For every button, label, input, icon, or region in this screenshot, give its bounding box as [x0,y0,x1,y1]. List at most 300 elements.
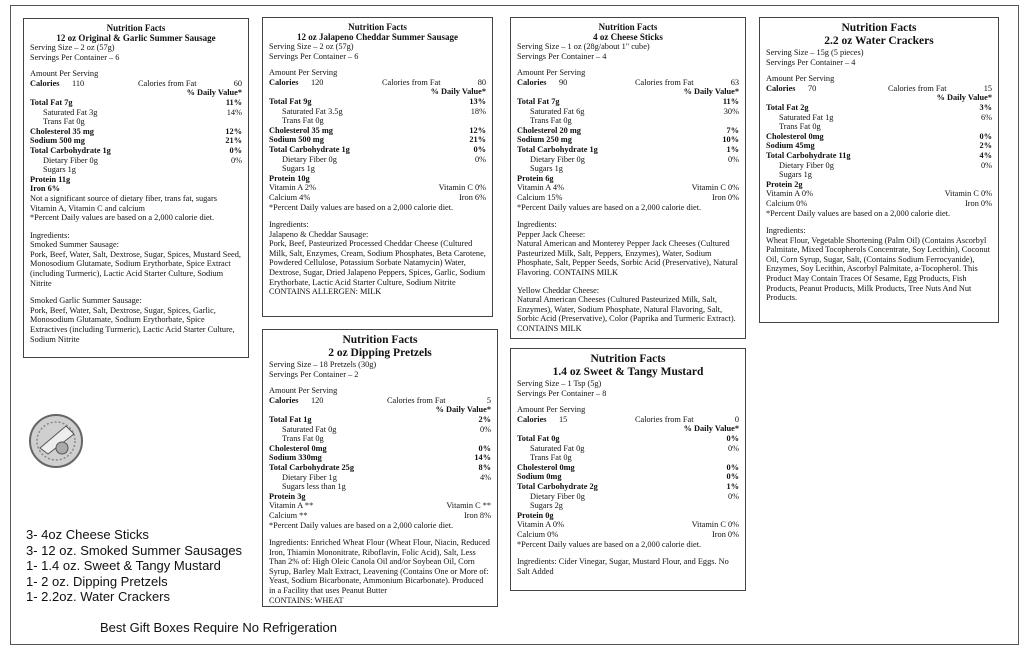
panel-header [269,22,486,42]
ingredients-text: Ingredients: [269,220,309,230]
nutrient-dv: 0% [473,144,486,154]
vitamin-row [269,193,486,203]
calories-label: Calories [766,83,796,93]
calories-value: 120 [311,395,324,405]
nutrient-row [766,151,992,161]
vitamin-left: Vitamin A 4% [517,183,564,193]
spacer [30,62,242,69]
vitamin-left: Calcium 15% [517,192,563,202]
nutrient-label: Saturated Fat 0g [282,424,337,434]
nutrient-row [517,434,739,444]
nutrient-label: Sodium 45mg [766,141,815,151]
calories-label: Calories [269,395,299,405]
servings-per-container: Servings Per Container – 6 [269,51,359,61]
panel-water-crackers [759,17,999,323]
vitamin-right: Iron 0% [712,529,739,539]
nutrient-row [517,174,739,184]
amount-per-serving: Amount Per Serving [269,386,338,396]
amount-per-serving: Amount Per Serving [766,74,835,84]
nutrient-label: Total Carbohydrate 1g [517,144,598,154]
calories-value: 120 [311,77,324,87]
panel-subtitle: 4 oz Cheese Sticks [593,32,663,42]
panel-title: Nutrition Facts [841,22,917,34]
ingredients-text: Smoked Summer Sausage: [30,240,119,250]
ingredients-text: Ingredients: Cider Vinegar, Sugar, Mustard Flour, and Eggs. No Salt Added [517,557,729,576]
calories-fat-label: Calories from Fat [635,414,694,424]
nutrient-label: Saturated Fat 1g [779,112,834,122]
vitamin-left: Vitamin A 0% [766,189,813,199]
calories-row [269,78,486,88]
daily-value-header: % Daily Value* [435,405,491,415]
serving-size: Serving Size – 1 oz (28g/about 1" cube) [517,42,650,51]
nutrient-row [30,98,242,108]
footnote: *Percent Daily values are based on a 2,000 calorie diet. [517,202,702,212]
spacer [30,223,242,231]
spacer [517,278,739,286]
panel-mustard [510,348,746,591]
calories-fat-value: 63 [730,77,739,87]
nutrient-dv: 13% [469,96,486,106]
nutrient-row [517,482,739,492]
ingredients-text: Jalapeno & Cheddar Sausage: [269,229,369,239]
nutrient-row [30,127,242,137]
spacer [269,212,486,220]
ingredients-text: Ingredients: [517,220,557,230]
nutrient-label: Total Carbohydrate 2g [517,481,598,491]
nutrient-row [517,97,739,107]
nutrient-dv: 12% [225,126,242,136]
vitamin-row [269,501,491,511]
nutrient-row [269,126,486,136]
nutrient-dv: 10% [722,135,739,145]
servings-per-container: Servings Per Container – 6 [30,52,120,62]
vitamin-row [517,193,739,203]
nutrient-row [269,444,491,454]
panel-summer-sausage [23,18,249,358]
footnote: *Percent Daily values are based on a 2,000 calorie diet. [766,208,951,218]
nutrient-dv: 2% [979,141,992,151]
nutrient-label: Sodium 500 mg [30,136,85,146]
nutrient-dv: 21% [225,136,242,146]
footer-note: Best Gift Boxes Require No Refrigeration [100,620,337,635]
spacer [517,398,739,405]
nutrient-row [269,434,491,444]
serving-size: Serving Size – 15g (5 pieces) [766,48,864,57]
nutrient-row [766,180,992,190]
panel-header [517,22,739,42]
nutrient-label: Protein 10g [269,173,310,183]
nutrient-label: Dietary Fiber 0g [779,160,834,170]
serving-size: Serving Size – 2 oz (57g) [30,43,115,52]
calories-label: Calories [269,77,299,87]
vitamin-row [269,511,491,521]
ingredients-text: Ingredients: [30,230,70,240]
vitamin-left: Vitamin A ** [269,501,314,511]
nutrient-row [517,501,739,511]
nutrient-dv: 6% [980,112,992,122]
nutrient-label: Sugars 2g [530,501,563,511]
nutrient-label: Dietary Fiber 0g [530,491,585,501]
nutrient-row [269,164,486,174]
vitamin-right: Vitamin C 0% [691,520,739,530]
nutrient-label: Dietary Fiber 0g [282,154,337,164]
nutrient-row [30,165,242,175]
calories-row [30,79,242,89]
calories-row [766,84,992,94]
ingredients-text: Pork, Beef, Pasteurized Processed Cheddar Cheese (Cultured Milk, Salt, Enzymes, Cream, Sodium Phosphates, Beta Carotene, Powdered Cellulose, Potassium Sorbate Natamycin) Water, Dextrose, Sugar, Dried Jalapeno Peppers, Spices, Garlic, Sodium Erythorbate, Lactic Acid Starter Culture, Sodium Nitrite CONTAINS ALLERGEN: MILK [269,239,486,297]
nutrient-row [517,492,739,502]
nutrient-dv: 0% [229,145,242,155]
nutrient-row [517,511,739,521]
spacer [269,61,486,68]
panel-cheese-sticks [510,17,746,339]
nutrient-label: Cholesterol 0mg [766,131,824,141]
nutrient-label: Sugars 1g [43,165,76,175]
ingredients-text: CONTAINS: WHEAT [269,595,344,605]
panel-title: Nutrition Facts [342,334,418,346]
nutrient-dv: 4% [979,150,992,160]
panel-header [766,22,992,48]
spacer [517,61,739,68]
nutrient-row [269,155,486,165]
nutrient-row [269,473,491,483]
nutrient-row [517,107,739,117]
nutrient-row [269,415,491,425]
nutrient-label: Total Carbohydrate 11g [766,150,851,160]
nutrient-label: Cholesterol 20 mg [517,125,581,135]
panel-subtitle: 1.4 oz Sweet & Tangy Mustard [552,366,704,378]
footnote: *Percent Daily values are based on a 2,000 calorie diet. [269,202,454,212]
calories-value: 15 [559,414,568,424]
nutrient-dv: 12% [469,125,486,135]
nutrient-row [517,135,739,145]
vitamin-row [517,520,739,530]
nutrient-row [30,146,242,156]
nutrient-label: Total Carbohydrate 1g [269,144,350,154]
nutrient-label: Iron 6% [30,184,61,194]
nutrient-dv: 1% [726,144,739,154]
vitamin-right: Iron 8% [464,510,491,520]
calories-fat-label: Calories from Fat [635,77,694,87]
daily-value-header: % Daily Value* [936,93,992,103]
vitamin-left: Vitamin A 2% [269,183,316,193]
ingredients-text: Wheat Flour, Vegetable Shortening (Palm Oil) (Contains Ascorbyl Palmitate, Mixed Tocopherols Concentrate, Soy Lecithin), Coconut Oil, Corn Syrup, Sugar, Salt, (Contains Sodium Ferrocyanide), Enzymes, Soy Lecithin, Ascorbyl Palmitate, a-Tocopherol. This Product May Contain Traces Of Sesame, Egg Products, Fish Products, Peanut Products, Milk Products, Tree Nuts And Nut Products. [766,235,990,303]
nutrient-dv: 0% [726,462,739,472]
panel-title: Nutrition Facts [106,23,166,33]
footnote: Vitamin A, Vitamin C and calcium [30,203,145,213]
vitamin-row [766,189,992,199]
vitamin-right: Vitamin C ** [446,501,491,511]
nutrient-row [30,108,242,118]
panel-title: Nutrition Facts [348,22,407,32]
nutrient-row [766,122,992,132]
nutrient-dv: 0% [727,443,739,453]
nutrient-row [517,444,739,454]
nutrient-label: Protein 6g [517,173,554,183]
nutrient-dv: 4% [479,472,491,482]
vitamin-left: Vitamin A 0% [517,520,564,530]
nutrient-row [269,425,491,435]
list-item: 1- 2.2oz. Water Crackers [26,589,171,604]
spacer [269,379,491,386]
vitamin-right: Iron 6% [459,192,486,202]
panel-dipping-pretzels [262,329,498,607]
nutrient-row [766,141,992,151]
nutrient-row [30,136,242,146]
nutrient-label: Sugars less than 1g [282,482,346,492]
calories-fat-value: 60 [233,78,242,88]
nutrient-label: Saturated Fat 0g [530,443,585,453]
panel-subtitle: 2.2 oz Water Crackers [824,35,934,47]
nutrient-dv: 3% [979,102,992,112]
nutrient-dv: 14% [474,453,491,463]
nutrient-label: Protein 11g [30,174,71,184]
list-item: 3- 4oz Cheese Sticks [26,527,149,542]
nutrient-row [30,184,242,194]
spacer [269,530,491,538]
nutrient-dv: 11% [722,96,739,106]
nutrient-label: Sugars 1g [530,164,563,174]
nutrient-label: Total Fat 7g [517,96,560,106]
list-item: 3- 12 oz. Smoked Summer Sausages [26,542,243,558]
nutrient-row [517,126,739,136]
nutrient-label: Sugars 1g [282,164,315,174]
servings-per-container: Servings Per Container – 2 [269,369,359,379]
panel-header [269,334,491,360]
nutrient-label: Cholesterol 35 mg [269,125,333,135]
list-item: 1- 1.4 oz. Sweet & Tangy Mustard [26,558,221,573]
vitamin-left: Calcium 0% [766,198,808,208]
serving-size: Serving Size – 18 Pretzels (30g) [269,360,377,369]
daily-value-header: % Daily Value* [683,424,739,434]
contents-list [26,527,242,605]
panel-header [517,353,739,379]
nutrient-dv: 0% [479,424,491,434]
nutrient-dv: 0% [478,443,491,453]
nutrient-label: Saturated Fat 3.5g [282,106,343,116]
calories-label: Calories [517,77,547,87]
panel-title: Nutrition Facts [590,353,666,365]
footnote: *Percent Daily values are based on a 2,000 calorie diet. [517,539,702,549]
nutrient-label: Sodium 330mg [269,453,322,463]
nutrient-label: Trans Fat 0g [530,116,572,126]
nutrient-row [269,453,491,463]
nutrient-dv: 0% [727,154,739,164]
nutrient-row [30,117,242,127]
nutrient-dv: 0% [979,131,992,141]
calories-fat-label: Calories from Fat [382,77,441,87]
nutrient-row [269,135,486,145]
vitamin-left: Calcium 4% [269,192,311,202]
calories-fat-label: Calories from Fat [387,395,446,405]
nutrient-label: Cholesterol 35 mg [30,126,94,136]
nutrient-row [517,453,739,463]
ingredients-text: Natural American and Monterey Pepper Jack Cheeses (Cultured Pasteurized Milk, Salt, Peppers, Enzymes), Water, Sodium Phosphate, Salt, Pepper Seeds, Sorbic Acid (Preservative), Natural Flavoring. CONTAINS MILK [517,239,738,278]
servings-per-container: Servings Per Container – 4 [517,51,607,61]
spacer [766,67,992,74]
nutrient-label: Trans Fat 0g [282,116,324,126]
amount-per-serving: Amount Per Serving [517,405,586,415]
calories-row [269,396,491,406]
calories-value: 90 [559,77,568,87]
seal-stamp-icon [26,412,86,470]
panel-jalapeno-sausage [262,17,493,317]
calories-label: Calories [30,78,60,88]
calories-label: Calories [517,414,547,424]
nutrient-dv: 8% [478,462,491,472]
nutrient-label: Saturated Fat 6g [530,106,585,116]
nutrient-row [269,97,486,107]
nutrient-label: Dietary Fiber 0g [43,155,98,165]
ingredients-text: Ingredients: Enriched Wheat Flour (Wheat Flour, Niacin, Reduced Iron, Thiamin Mononitrate, Riboflavin, Folic Acid), Salt, Less Than 2% of: High Oleic Canola Oil and/or Soybean Oil, Corn Syrup, Barley Malt Extract, Leavening (Contains One or More of: Yeast, Sodium Bicarbonate, Ammonium Bicarbonate). Produced in a Facility that uses Peanut Butter [269,538,490,596]
nutrient-row [30,175,242,185]
nutrient-row [517,463,739,473]
nutrient-dv: 0% [230,155,242,165]
ingredients-text: Yellow Cheddar Cheese: [517,285,600,295]
nutrient-row [766,161,992,171]
nutrient-label: Sodium 0mg [517,472,562,482]
nutrient-dv: 21% [469,135,486,145]
nutrient-label: Trans Fat 0g [282,434,324,444]
calories-row [517,415,739,425]
daily-value-header: % Daily Value* [186,88,242,98]
nutrient-row [269,482,491,492]
nutrient-label: Total Fat 0g [517,433,560,443]
amount-per-serving: Amount Per Serving [30,69,99,79]
nutrient-label: Cholesterol 0mg [269,443,327,453]
nutrient-dv: 0% [726,433,739,443]
footnote: *Percent Daily values are based on a 2,000 calorie diet. [30,213,215,223]
nutrient-label: Total Carbohydrate 25g [269,462,354,472]
nutrient-dv: 2% [478,414,491,424]
nutrient-row [766,132,992,142]
nutrient-row [517,155,739,165]
amount-per-serving: Amount Per Serving [517,68,586,78]
vitamin-right: Vitamin C 0% [944,189,992,199]
nutrient-dv: 0% [980,160,992,170]
nutrient-dv: 1% [726,481,739,491]
nutrient-label: Protein 3g [269,491,306,501]
nutrient-label: Cholesterol 0mg [517,462,575,472]
nutrient-label: Protein 0g [517,510,554,520]
vitamin-row [517,530,739,540]
nutrient-dv: 18% [470,106,486,116]
servings-per-container: Servings Per Container – 4 [766,57,856,67]
nutrient-dv: 0% [474,154,486,164]
calories-fat-value: 0 [734,414,739,424]
nutrient-label: Total Carbohydrate 1g [30,145,111,155]
nutrient-label: Sodium 500 mg [269,135,324,145]
nutrient-dv: 0% [726,472,739,482]
nutrient-label: Protein 2g [766,179,803,189]
nutrient-row [269,174,486,184]
spacer [766,218,992,226]
nutrient-label: Dietary Fiber 1g [282,472,337,482]
list-item: 1- 2 oz. Dipping Pretzels [26,573,168,589]
nutrient-row [269,463,491,473]
calories-fat-value: 80 [477,77,486,87]
panel-header [30,23,242,43]
footnote: Not a significant source of dietary fiber, trans fat, sugars [30,193,217,203]
calories-fat-label: Calories from Fat [138,78,197,88]
nutrient-row [517,472,739,482]
ingredients-text: Pepper Jack Cheese: [517,229,586,239]
nutrient-row [269,116,486,126]
nutrient-row [766,103,992,113]
nutrient-row [766,170,992,180]
daily-value-header: % Daily Value* [683,87,739,97]
spacer [30,288,242,296]
calories-fat-value: 15 [983,83,992,93]
nutrient-row [517,164,739,174]
nutrient-row [766,113,992,123]
vitamin-left: Calcium ** [269,510,308,520]
calories-fat-value: 5 [486,395,491,405]
nutrient-row [269,145,486,155]
calories-value: 110 [72,78,85,88]
nutrient-row [517,145,739,155]
nutrient-label: Sugars 1g [779,170,812,180]
ingredients-text: Pork, Beef, Water, Salt, Dextrose, Sugar, Spices, Garlic, Monosodium Glutamate, Sodium Erythorbate, Spice Extractives (including Turmeric), Lactic Acid Starter Culture, Sodium Nitrite [30,305,235,344]
nutrient-row [269,492,491,502]
calories-value: 70 [808,83,817,93]
panel-title: Nutrition Facts [598,22,658,32]
nutrient-label: Trans Fat 0g [779,122,821,132]
spacer [517,549,739,557]
nutrient-row [517,116,739,126]
vitamin-right: Iron 0% [712,192,739,202]
nutrient-label: Sodium 250 mg [517,135,572,145]
nutrient-row [30,156,242,166]
panel-subtitle: 12 oz Jalapeno Cheddar Summer Sausage [297,32,458,42]
nutrient-dv: 0% [727,491,739,501]
vitamin-row [766,199,992,209]
ingredients-text: Smoked Garlic Summer Sausage: [30,296,142,306]
spacer [517,212,739,220]
nutrient-label: Saturated Fat 3g [43,107,98,117]
nutrient-dv: 30% [723,106,739,116]
panel-subtitle: 2 oz Dipping Pretzels [328,347,432,359]
nutrient-label: Total Fat 9g [269,96,312,106]
serving-size: Serving Size – 2 oz (57g) [269,42,354,51]
nutrient-label: Trans Fat 0g [43,117,85,127]
ingredients-text: Natural American Cheeses (Cultured Pasteurized Milk, Salt, Enzymes), Water, Sodium Phosphate, Natural Flavoring, Salt, Sorbic Acid (Preservative), Color (Paprika and Turmeric Extract). CONTAINS MILK [517,295,736,334]
nutrient-label: Trans Fat 0g [530,453,572,463]
nutrient-label: Total Fat 2g [766,102,809,112]
nutrient-label: Total Fat 7g [30,97,73,107]
daily-value-header: % Daily Value* [430,87,486,97]
vitamin-right: Vitamin C 0% [691,183,739,193]
nutrient-row [269,107,486,117]
servings-per-container: Servings Per Container – 8 [517,388,607,398]
nutrient-label: Dietary Fiber 0g [530,154,585,164]
vitamin-row [269,183,486,193]
vitamin-right: Iron 0% [965,198,992,208]
nutrient-dv: 7% [726,125,739,135]
ingredients-text: Pork, Beef, Water, Salt, Dextrose, Sugar, Spices, Mustard Seed, Monosodium Glutamate, Sodium Erythorbate, Spice Extract (including Turmeric), Lactic Acid Starter Culture, Sodium Nitrite [30,249,241,288]
vitamin-row [517,183,739,193]
calories-row [517,78,739,88]
footnote: *Percent Daily values are based on a 2,000 calorie diet. [269,520,454,530]
nutrient-dv: 14% [226,107,242,117]
nutrient-dv: 11% [225,97,242,107]
amount-per-serving: Amount Per Serving [269,68,338,78]
panel-subtitle: 12 oz Original & Garlic Summer Sausage [56,33,216,43]
vitamin-left: Calcium 0% [517,529,559,539]
ingredients-text: Ingredients: [766,226,806,236]
serving-size: Serving Size – 1 Tsp (5g) [517,379,602,388]
vitamin-right: Vitamin C 0% [438,183,486,193]
